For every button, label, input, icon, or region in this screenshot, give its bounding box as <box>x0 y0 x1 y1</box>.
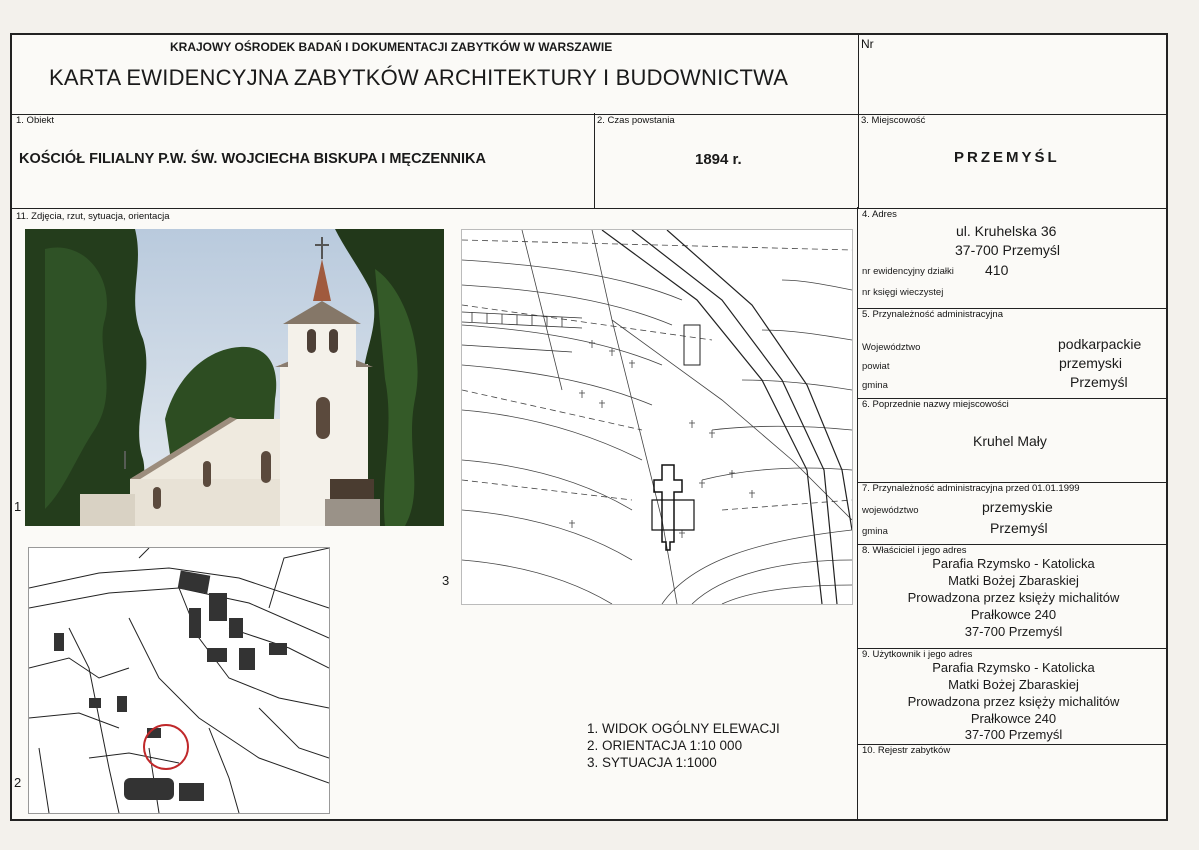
miejscowosc-value: PRZEMYŚL <box>954 149 1060 166</box>
rejestr-cell <box>857 743 1168 821</box>
adres-label: 4. Adres <box>862 209 897 220</box>
uzytkownik-cell <box>857 647 1168 745</box>
dzialka-value: 410 <box>985 262 1009 278</box>
gmina-label: gmina <box>862 380 888 391</box>
woj-label: Województwo <box>862 342 921 353</box>
miejscowosc-cell <box>857 113 1168 209</box>
wlasciciel-line: Matki Bożej Zbaraskiej <box>948 573 1079 588</box>
przed1999-woj-label: województwo <box>862 505 919 516</box>
miejscowosc-label: 3. Miejscowość <box>861 115 926 126</box>
powiat-label: powiat <box>862 361 890 372</box>
czas-label: 2. Czas powstania <box>597 115 675 126</box>
adres-cell <box>857 207 1168 309</box>
rejestr-label: 10. Rejestr zabytków <box>862 745 951 756</box>
przynaleznosc-cell <box>857 307 1168 399</box>
section11-label: 11. Zdjęcia, rzut, sytuacja, orientacja <box>16 211 170 222</box>
przed1999-gmina-value: Przemyśl <box>990 520 1048 536</box>
uzytkownik-line: Prałkowce 240 <box>970 711 1057 726</box>
poprzednie-value: Kruhel Mały <box>973 433 1047 449</box>
uzytkownik-line: Prowadzona przez księży michalitów <box>907 694 1120 709</box>
przed1999-gmina-label: gmina <box>862 526 888 537</box>
przed1999-label: 7. Przynależność administracyjna przed 01.01.1999 <box>862 483 1080 494</box>
caption-1: 1. WIDOK OGÓLNY ELEWACJI <box>587 721 780 736</box>
powiat-value: przemyski <box>1059 355 1123 371</box>
caption-2: 2. ORIENTACJA 1:10 000 <box>587 738 743 753</box>
obiekt-cell <box>12 113 595 209</box>
woj-value: podkarpackie <box>1058 336 1142 352</box>
czas-cell <box>593 113 859 209</box>
site-plan-map <box>461 229 853 605</box>
przed1999-woj-value: przemyskie <box>982 499 1053 515</box>
map-number-2: 2 <box>14 775 22 790</box>
wlasciciel-label: 8. Właściciel i jego adres <box>862 545 967 556</box>
institution-name: KRAJOWY OŚRODEK BADAŃ I DOKUMENTACJI ZABYTKÓW W WARSZAWIE <box>170 40 613 54</box>
wlasciciel-line: Prowadzona przez księży michalitów <box>907 590 1120 605</box>
card-title: KARTA EWIDENCYJNA ZABYTKÓW ARCHITEKTURY I BUDOWNICTWA <box>49 65 789 90</box>
wlasciciel-cell <box>857 543 1168 649</box>
obiekt-value: KOŚCIÓŁ FILIALNY P.W. ŚW. WOJCIECHA BISKUPA I MĘCZENNIKA <box>19 151 486 167</box>
map-number-3: 3 <box>442 573 450 588</box>
church-photo <box>25 229 444 526</box>
site-plan-drawing <box>462 230 852 604</box>
obiekt-label: 1. Obiekt <box>16 115 55 126</box>
uzytkownik-line: 37-700 Przemyśl <box>964 727 1063 742</box>
photo-number-1: 1 <box>14 499 22 514</box>
caption-3: 3. SYTUACJA 1:1000 <box>587 755 717 770</box>
dzialka-label: nr ewidencyjny działki <box>862 266 954 277</box>
adres-street: ul. Kruhelska 36 <box>956 223 1057 239</box>
przynaleznosc-label: 5. Przynależność administracyjna <box>862 309 1003 320</box>
header-cell <box>12 35 859 115</box>
orientation-map <box>28 547 330 814</box>
przed1999-cell <box>857 481 1168 545</box>
uzytkownik-line: Matki Bożej Zbaraskiej <box>948 677 1079 692</box>
poprzednie-label: 6. Poprzednie nazwy miejscowości <box>862 399 1009 410</box>
ksiega-label: nr księgi wieczystej <box>862 287 944 298</box>
orientation-map-drawing <box>29 548 329 813</box>
uzytkownik-line: Parafia Rzymsko - Katolicka <box>932 660 1095 675</box>
poprzednie-cell <box>857 397 1168 483</box>
card-frame <box>10 33 1168 821</box>
uzytkownik-label: 9. Użytkownik i jego adres <box>862 649 973 660</box>
adres-city: 37-700 Przemyśl <box>955 242 1061 258</box>
wlasciciel-line: Parafia Rzymsko - Katolicka <box>932 556 1095 571</box>
wlasciciel-line: Prałkowce 240 <box>970 607 1057 622</box>
nr-label: Nr <box>861 37 874 51</box>
czas-value: 1894 r. <box>695 151 742 168</box>
nr-cell <box>857 35 1168 115</box>
gmina-value: Przemyśl <box>1070 374 1128 390</box>
church-photo-image <box>25 229 444 526</box>
wlasciciel-line: 37-700 Przemyśl <box>964 624 1063 639</box>
